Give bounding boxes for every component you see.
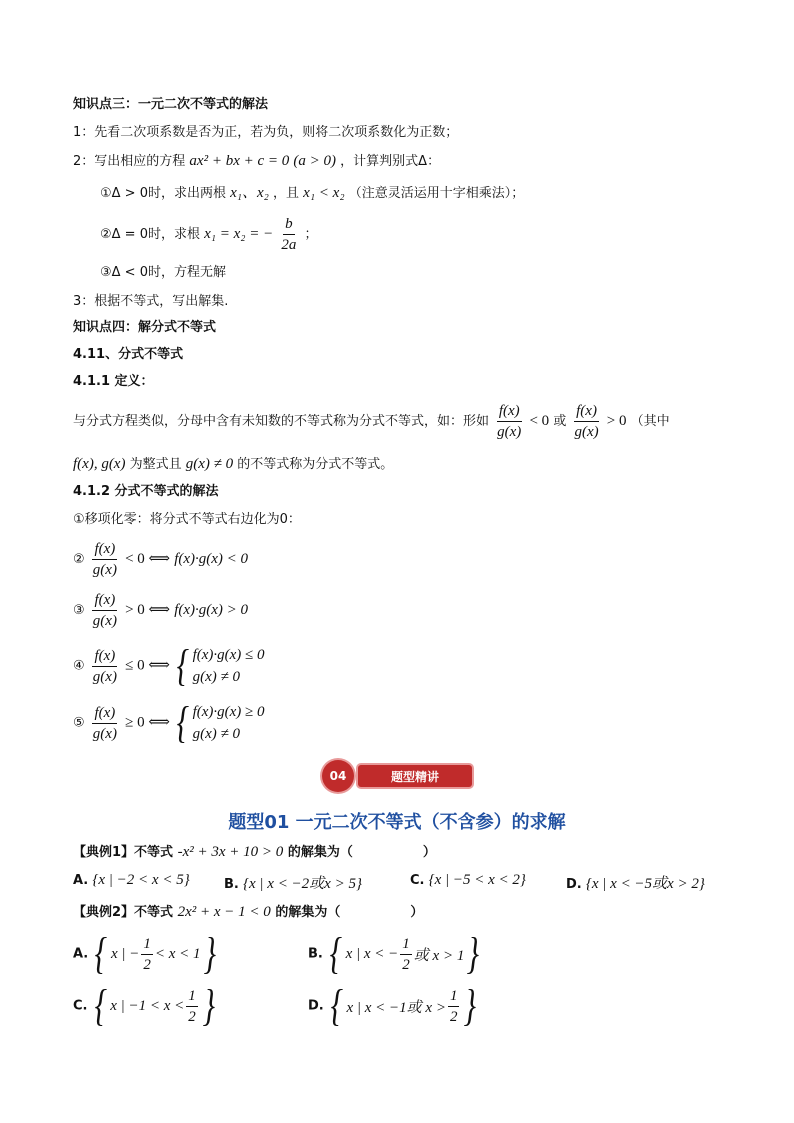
- fraction: $\frac{b}{2a}$: [281, 216, 297, 253]
- section-tag: [322, 760, 482, 794]
- example-2-stem: 【典例2】不等式 2x² + x − 1 < 0 的解集为（ ）: [73, 904, 424, 920]
- section-4-11: 4.11、分式不等式: [73, 347, 184, 362]
- section-4-1-1: 4.1.1 定义：: [73, 374, 154, 389]
- condition: (a > 0): [293, 153, 337, 169]
- definition-line1: 与分式方程类似，分母中含有未知数的不等式称为分式不等式，如：形如 $\frac{f(x)}{g(x)}$ < 0 或 $\frac{f(x)}{g(x)}$ > 0 （其中: [73, 403, 670, 440]
- fraction: $\frac{1}{2}$: [449, 987, 458, 1025]
- section-4-1-2: 4.1.2 分式不等式的解法: [73, 484, 219, 499]
- kp3-case3: ③Δ < 0时，方程无解: [100, 265, 226, 280]
- fraction: $\frac{f(x)}{g(x)}$: [497, 403, 522, 440]
- example-2-option-c[interactable]: C. { x | −1 < x < $\frac{1}{2}$ }: [73, 981, 215, 1030]
- rule-5: ⑤ $\frac{f(x)}{g(x)}$ ≥ 0 ⟺ { f(x)·g(x) ≥ 0 g(x) ≠ 0: [73, 698, 265, 747]
- example-2-option-a[interactable]: A. { x | − $\frac{1}{2}$ < x < 1 }: [73, 929, 216, 978]
- rule-3: ③ $\frac{f(x)}{g(x)}$ > 0 ⟺ f(x)·g(x) > 0: [73, 592, 249, 629]
- example-1-stem: 【典例1】不等式 -x² + 3x + 10 > 0 的解集为（ ）: [73, 844, 436, 860]
- rule-4: ④ $\frac{f(x)}{g(x)}$ ≤ 0 ⟺ { f(x)·g(x) ≤ 0 g(x) ≠ 0: [73, 641, 265, 690]
- fraction: $\frac{f(x)}{g(x)}$: [92, 704, 117, 742]
- kp3-step1: 1：先看二次项系数是否为正，若为负，则将二次项系数化为正数；: [73, 125, 459, 140]
- kp3-case2: ②Δ = 0时，求根 x₁ = x₂ = − $\frac{b}{2a}$ ；: [100, 216, 318, 253]
- rule-2: ② $\frac{f(x)}{g(x)}$ < 0 ⟺ f(x)·g(x) < 0: [73, 541, 249, 578]
- fraction: $\frac{1}{2}$: [143, 935, 151, 973]
- fraction: $\frac{f(x)}{g(x)}$: [92, 541, 117, 578]
- fraction: $\frac{f(x)}{g(x)}$: [92, 647, 117, 685]
- system-of-inequalities: { f(x)·g(x) ≤ 0 g(x) ≠ 0: [176, 641, 265, 690]
- system-of-inequalities: { f(x)·g(x) ≥ 0 g(x) ≠ 0: [176, 698, 265, 747]
- example-1-option-b[interactable]: B. {x | x < −2或x > 5}: [224, 876, 362, 892]
- question-type-heading: 题型01 一元二次不等式（不含参）的求解: [228, 812, 566, 833]
- fraction: $\frac{f(x)}{g(x)}$: [574, 403, 599, 440]
- definition-line2: f(x), g(x) 为整式且 g(x) ≠ 0 的不等式称为分式不等式。: [73, 456, 394, 472]
- equation: ax² + bx + c = 0: [189, 153, 290, 169]
- rule-1: ①移项化零：将分式不等式右边化为0：: [73, 512, 301, 527]
- section-label-badge: 题型精讲: [358, 765, 472, 787]
- fraction: $\frac{1}{2}$: [188, 987, 196, 1025]
- fraction: $\frac{f(x)}{g(x)}$: [92, 592, 117, 629]
- section-number-badge: 04: [322, 760, 354, 792]
- example-2-option-b[interactable]: B. { x | x < − $\frac{1}{2}$ 或 x > 1 }: [308, 929, 480, 978]
- example-1-option-c[interactable]: C. {x | −5 < x < 2}: [410, 872, 526, 888]
- kp4-title: 知识点四：解分式不等式: [73, 320, 217, 335]
- example-1-option-a[interactable]: A. {x | −2 < x < 5}: [73, 872, 190, 888]
- example-2-option-d[interactable]: D. { x | x < −1或 x > $\frac{1}{2}$ }: [308, 981, 477, 1030]
- kp3-step3: 3：根据不等式，写出解集.: [73, 294, 229, 309]
- example-1-option-d[interactable]: D. {x | x < −5或x > 2}: [566, 876, 705, 892]
- kp3-step2: 2：写出相应的方程 ax² + bx + c = 0 (a > 0) ，计算判别式Δ：: [73, 153, 441, 169]
- kp3-case1: ①Δ > 0时，求出两根 x₁、x₂ ，且 x₁ < x₂ （注意灵活运用十字相乘法）；: [100, 185, 525, 201]
- kp3-title: 知识点三：一元二次不等式的解法: [73, 97, 269, 112]
- fraction: $\frac{1}{2}$: [402, 935, 410, 973]
